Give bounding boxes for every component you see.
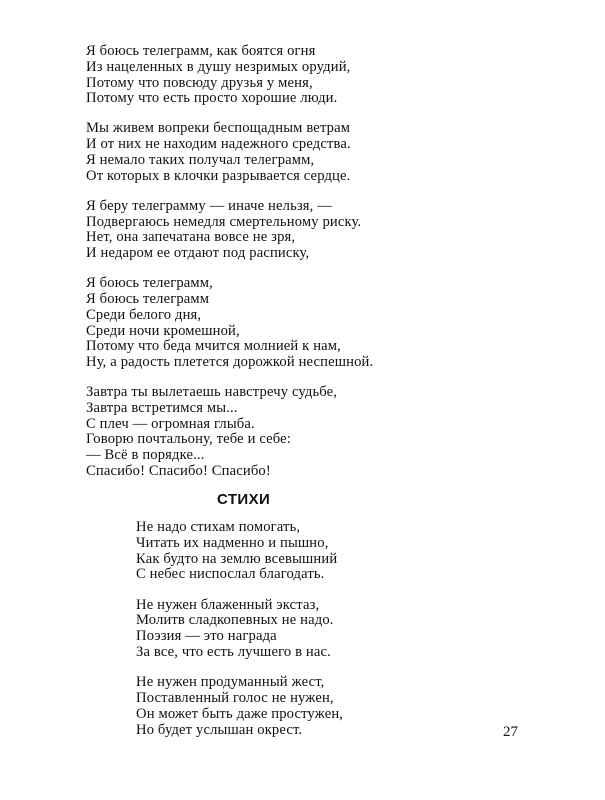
- poem-telegrams: [86, 44, 536, 494]
- verse-line: Завтра встретимся мы...: [86, 399, 238, 416]
- verse-line: Как будто на землю всевышний: [136, 550, 338, 567]
- verse-line: Я боюсь телеграмм,: [86, 275, 213, 292]
- verse-line: Спасибо! Спасибо! Спасибо!: [86, 463, 271, 480]
- stanza-2: [136, 598, 536, 661]
- verse-line: Я боюсь телеграмм: [86, 290, 210, 307]
- stanza-1: [86, 44, 536, 107]
- verse-line: Но будет услышан окрест.: [136, 721, 303, 738]
- poem-title: СТИХИ: [217, 491, 271, 508]
- verse-line: Мы живем вопреки беспощадным ветрам: [86, 120, 351, 137]
- verse-line: Не нужен блаженный экстаз,: [136, 596, 320, 613]
- verse-line: Он может быть даже простужен,: [136, 705, 344, 722]
- verse-line: Потому что беда мчится молнией к нам,: [86, 338, 341, 355]
- verse-line: — Всё в порядке...: [86, 447, 205, 464]
- verse-line: Я боюсь телеграмм, как боятся огня: [86, 43, 316, 59]
- verse-line: Поэзия — это награда: [136, 628, 277, 645]
- verse-line: Поставленный голос не нужен,: [136, 689, 334, 706]
- poem-stikhi: [136, 520, 536, 753]
- verse-line: Говорю почтальону, тебе и себе:: [86, 431, 292, 448]
- verse-line: Среди ночи кромешной,: [86, 322, 240, 339]
- stanza-2: [86, 121, 536, 184]
- verse-line: И недаром ее отдают под расписку,: [86, 245, 310, 262]
- stanza-5: [86, 385, 536, 480]
- stanza-4: [86, 276, 536, 371]
- verse-line: Я беру телеграмму — иначе нельзя, —: [86, 197, 332, 214]
- verse-line: С плеч — огромная глыба.: [86, 415, 255, 432]
- verse-line: Я немало таких получал телеграмм,: [86, 151, 315, 168]
- verse-line: И от них не находим надежного средства.: [86, 136, 351, 153]
- verse-line: За все, что есть лучшего в нас.: [136, 643, 331, 660]
- stanza-3: [86, 199, 536, 262]
- verse-line: Подвергаюсь немедля смертельному риску.: [86, 213, 362, 230]
- verse-line: От которых в клочки разрывается сердце.: [86, 167, 351, 184]
- verse-line: С небес ниспослал благодать.: [136, 566, 325, 583]
- verse-line: Среди белого дня,: [86, 306, 202, 323]
- stanza-3: [136, 675, 536, 738]
- page-number: 27: [503, 724, 518, 740]
- verse-line: Не нужен продуманный жест,: [136, 674, 325, 691]
- verse-line: Молитв сладкопевных не надо.: [136, 612, 334, 629]
- verse-line: Ну, а радость плетется дорожкой неспешной.: [86, 354, 374, 371]
- verse-line: Нет, она запечатана вовсе не зря,: [86, 229, 296, 246]
- verse-line: Не надо стихам помогать,: [136, 519, 301, 535]
- verse-line: Потому что повсюду друзья у меня,: [86, 74, 313, 91]
- verse-line: Потому что есть просто хорошие люди.: [86, 90, 338, 107]
- verse-line: Завтра ты вылетаешь навстречу судьбе,: [86, 384, 338, 401]
- stanza-1: [136, 520, 536, 583]
- verse-line: Из нацеленных в душу незримых орудий,: [86, 58, 351, 75]
- verse-line: Читать их надменно и пышно,: [136, 534, 329, 551]
